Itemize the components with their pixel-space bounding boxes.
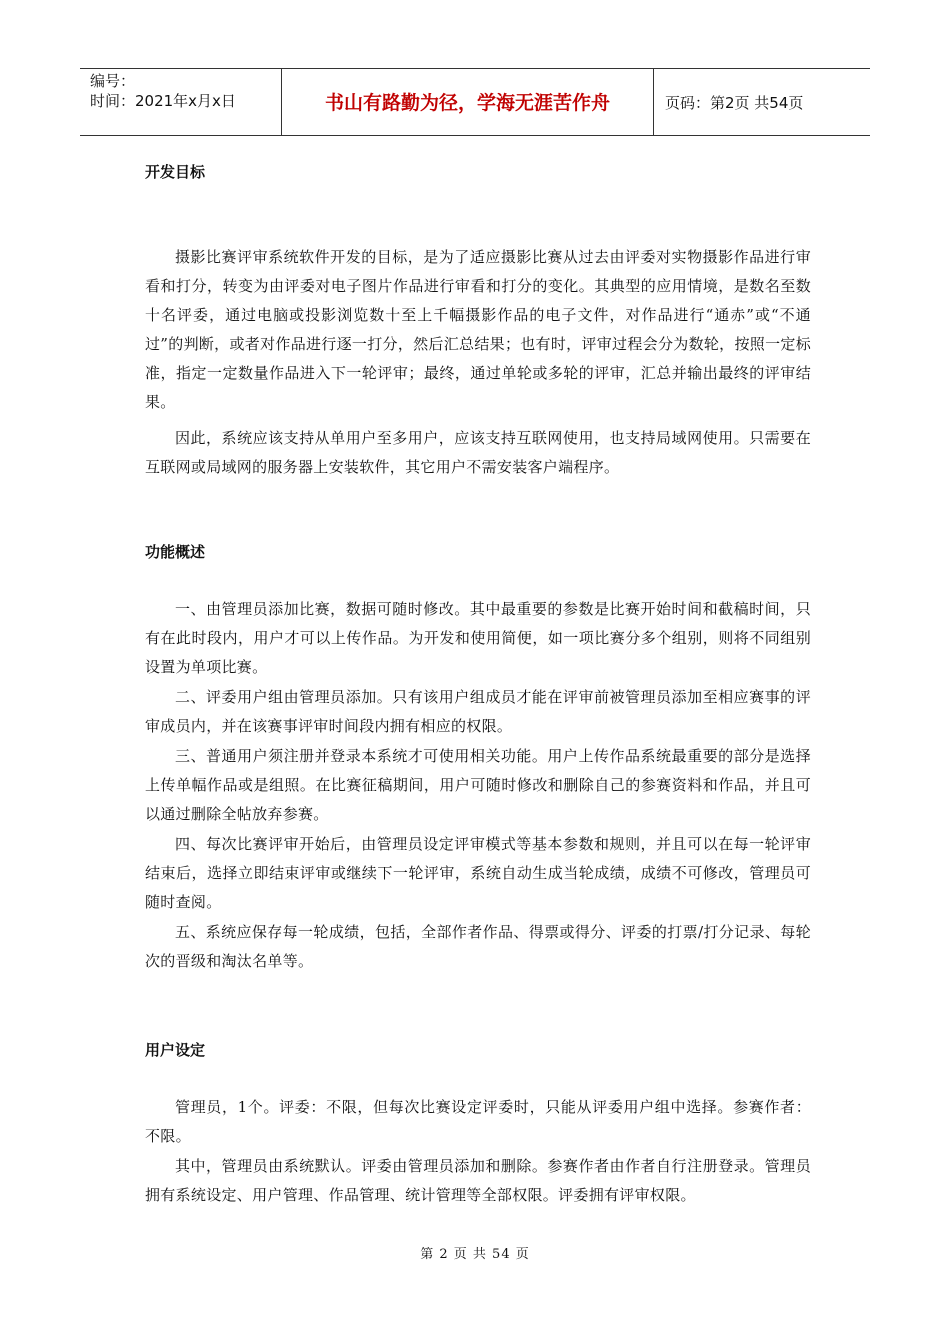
paragraph: 四、每次比赛评审开始后，由管理员设定评审模式等基本参数和规则，并且可以在每一轮评审结束后，选择立即结束评审或继续下一轮评审，系统自动生成当轮成绩，成绩不可修改，管理员可随时查阅。	[145, 835, 811, 911]
paragraph: 因此，系统应该支持从单用户至多用户，应该支持互联网使用，也支持局域网使用。只需要在互联网或局域网的服务器上安装软件，其它用户不需安装客户端程序。	[145, 429, 811, 476]
paragraph: 三、普通用户须注册并登录本系统才可使用相关功能。用户上传作品系统最重要的部分是选择上传单幅作品或是组照。在比赛征稿期间，用户可随时修改和删除自己的参赛资料和作品，并且可以通过删除全帖放弃参赛。	[145, 747, 811, 823]
header-motto: 书山有路勤为径，学海无涯苦作舟	[324, 92, 610, 114]
header-page-info: 页码：第2页 共54页	[665, 94, 804, 112]
section-heading-user-settings: 用户设定	[145, 1041, 206, 1059]
paragraph: 五、系统应保存每一轮成绩，包括，全部作者作品、得票或得分、评委的打票/打分记录、每轮次的晋级和淘汰名单等。	[145, 923, 811, 970]
document-time-label: 时间：2021年x月x日	[90, 92, 236, 110]
paragraph: 一、由管理员添加比赛，数据可随时修改。其中最重要的参数是比赛开始时间和截稿时间，只有在此时段内，用户才可以上传作品。为开发和使用简便，如一项比赛分多个组别，则将不同组别设置为单项比赛。	[145, 600, 811, 676]
section-heading-development-goal: 开发目标	[145, 163, 206, 181]
header-divider	[653, 69, 654, 135]
header-meta	[90, 71, 236, 111]
page-header	[80, 68, 870, 136]
paragraph: 其中，管理员由系统默认。评委由管理员添加和删除。参赛作者由作者自行注册登录。管理员拥有系统设定、用户管理、作品管理、统计管理等全部权限。评委拥有评审权限。	[145, 1157, 811, 1204]
page-footer: 第 2 页 共 54 页	[420, 1247, 530, 1262]
section-heading-feature-overview: 功能概述	[145, 543, 206, 561]
paragraph: 摄影比赛评审系统软件开发的目标，是为了适应摄影比赛从过去由评委对实物摄影作品进行审看和打分，转变为由评委对电子图片作品进行审看和打分的变化。其典型的应用情境，是数名至数十名评委，通过电脑或投影浏览数十至上千幅摄影作品的电子文件，对作品进行“通赤”或“不通过”的判断，或者对作品进行逐一打分，然后汇总结果；也有时，评审过程会分为数轮，按照一定标准，指定一定数量作品进入下一轮评审；最终，通过单轮或多轮的评审，汇总并输出最终的评审结果。	[145, 248, 811, 411]
paragraph: 管理员，1个。评委：不限，但每次比赛设定评委时，只能从评委用户组中选择。参赛作者：不限。	[145, 1098, 811, 1145]
document-number-label: 编号：	[90, 72, 136, 90]
paragraph: 二、评委用户组由管理员添加。只有该用户组成员才能在评审前被管理员添加至相应赛事的评审成员内，并在该赛事评审时间段内拥有相应的权限。	[145, 688, 811, 735]
